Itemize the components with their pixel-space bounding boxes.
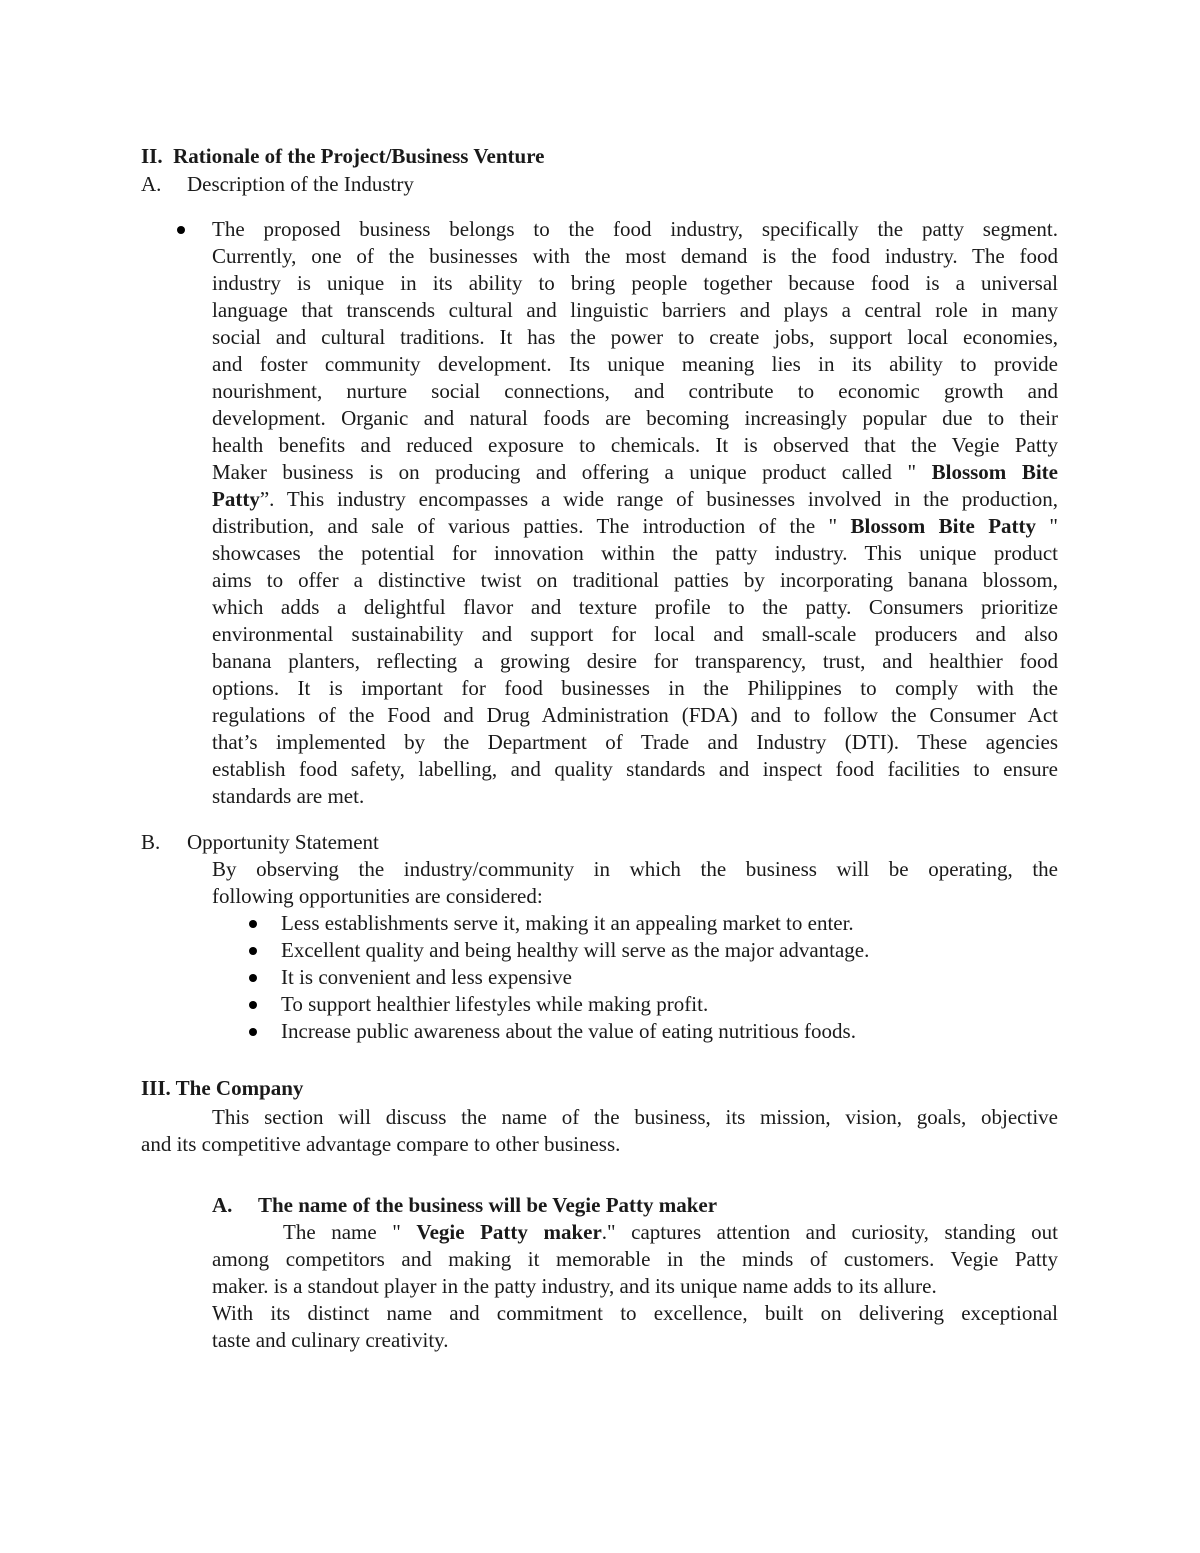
bullet-icon xyxy=(249,947,257,955)
paragraph-line: banana planters, reflecting a growing desire for transparency, trust, and healthier food xyxy=(212,649,1058,673)
paragraph-line: options. It is important for food businesses in the Philippines to comply with the xyxy=(212,676,1058,700)
paragraph-line: maker. is a standout player in the patty industry, and its unique name adds to its allure. xyxy=(212,1274,937,1298)
subsection-b-letter: B. xyxy=(141,830,161,854)
opportunity-item: Increase public awareness about the value of eating nutritious foods. xyxy=(281,1019,856,1043)
section-2-number: II. xyxy=(141,144,163,168)
product-name-bold: Patty xyxy=(212,487,260,511)
paragraph-line: With its distinct name and commitment to excellence, built on delivering exceptional xyxy=(212,1301,1058,1325)
industry-description-paragraph xyxy=(212,216,1058,810)
text-run: ”. This industry encompasses a wide range of businesses involved in the production, xyxy=(259,487,1058,511)
product-name-bold: Blossom Bite xyxy=(931,460,1058,484)
company-intro xyxy=(141,1104,1058,1158)
paragraph-line xyxy=(212,459,1058,486)
subsection-b-title: Opportunity Statement xyxy=(187,830,379,854)
paragraph-line-last: and its competitive advantage compare to other business. xyxy=(141,1132,621,1156)
text-run: The name " xyxy=(283,1220,417,1244)
bullet-icon xyxy=(249,1028,257,1036)
paragraph-line: among competitors and making it memorable in the minds of customers. Vegie Patty xyxy=(212,1247,1058,1271)
paragraph-line: nourishment, nurture social connections, and contribute to economic growth and xyxy=(212,379,1058,403)
text-run: ." captures attention and curiosity, standing out xyxy=(601,1220,1059,1244)
paragraph-line: showcases the potential for innovation within the patty industry. This unique product xyxy=(212,541,1058,565)
paragraph-line: aims to offer a distinctive twist on traditional patties by incorporating banana blossom, xyxy=(212,568,1058,592)
paragraph-line: development. Organic and natural foods are becoming increasingly popular due to their xyxy=(212,406,1058,430)
paragraph-line: environmental sustainability and support for local and small-scale producers and also xyxy=(212,622,1058,646)
paragraph-line-last: taste and culinary creativity. xyxy=(212,1328,449,1352)
subsection-a-title: Description of the Industry xyxy=(187,172,414,196)
opportunity-item: Less establishments serve it, making it an appealing market to enter. xyxy=(281,911,854,935)
paragraph-line: language that transcends cultural and linguistic barriers and plays a central role in many xyxy=(212,298,1058,322)
text-run: distribution, and sale of various patties. The introduction of the " xyxy=(212,514,838,538)
opportunity-item: Excellent quality and being healthy will serve as the major advantage. xyxy=(281,938,870,962)
paragraph-line: social and cultural traditions. It has the power to create jobs, support local economies, xyxy=(212,325,1058,349)
paragraph-line xyxy=(212,1219,1058,1246)
bullet-icon xyxy=(249,1001,257,1009)
subsection-a-letter: A. xyxy=(141,172,162,196)
business-name-bold: Vegie Patty maker xyxy=(416,1220,602,1244)
section-2-title: Rationale of the Project/Business Venture xyxy=(173,144,545,168)
bullet-icon xyxy=(249,974,257,982)
section-2-heading xyxy=(141,143,545,170)
opportunity-intro xyxy=(212,856,1058,910)
business-name-paragraph xyxy=(212,1219,1058,1354)
section-3-title: The Company xyxy=(175,1076,304,1100)
company-subsection-a-letter: A. xyxy=(212,1193,233,1217)
text-run: " xyxy=(1036,514,1058,538)
paragraph-line xyxy=(212,486,1058,513)
paragraph-line-last: following opportunities are considered: xyxy=(212,884,543,908)
paragraph-line: regulations of the Food and Drug Administration (FDA) and to follow the Consumer Act xyxy=(212,703,1058,727)
opportunity-item: To support healthier lifestyles while making profit. xyxy=(281,992,709,1016)
paragraph-line: industry is unique in its ability to bring people together because food is a universal xyxy=(212,271,1058,295)
paragraph-line: The proposed business belongs to the food industry, specifically the patty segment. xyxy=(212,217,1058,241)
paragraph-line: which adds a delightful flavor and texture profile to the patty. Consumers prioritize xyxy=(212,595,1058,619)
bullet-icon xyxy=(249,920,257,928)
company-subsection-a-title: The name of the business will be Vegie Patty maker xyxy=(258,1193,718,1217)
paragraph-line: This section will discuss the name of the business, its mission, vision, goals, objective xyxy=(212,1105,1058,1129)
section-3-heading xyxy=(141,1075,303,1102)
text-run: Maker business is on producing and offering a unique product called " xyxy=(212,460,917,484)
paragraph-line: establish food safety, labelling, and quality standards and inspect food facilities to ensure xyxy=(212,757,1058,781)
paragraph-line: health benefits and reduced exposure to chemicals. It is observed that the Vegie Patty xyxy=(212,433,1058,457)
paragraph-line: and foster community development. Its unique meaning lies in its ability to provide xyxy=(212,352,1058,376)
paragraph-line: Currently, one of the businesses with the most demand is the food industry. The food xyxy=(212,244,1058,268)
section-3-number: III. xyxy=(141,1076,171,1100)
product-name-bold: Blossom Bite Patty xyxy=(850,514,1037,538)
opportunity-item: It is convenient and less expensive xyxy=(281,965,573,989)
paragraph-line xyxy=(212,513,1058,540)
paragraph-line: By observing the industry/community in which the business will be operating, the xyxy=(212,857,1058,881)
bullet-icon xyxy=(177,226,185,234)
paragraph-line: that’s implemented by the Department of Trade and Industry (DTI). These agencies xyxy=(212,730,1058,754)
paragraph-line-last: standards are met. xyxy=(212,784,365,808)
